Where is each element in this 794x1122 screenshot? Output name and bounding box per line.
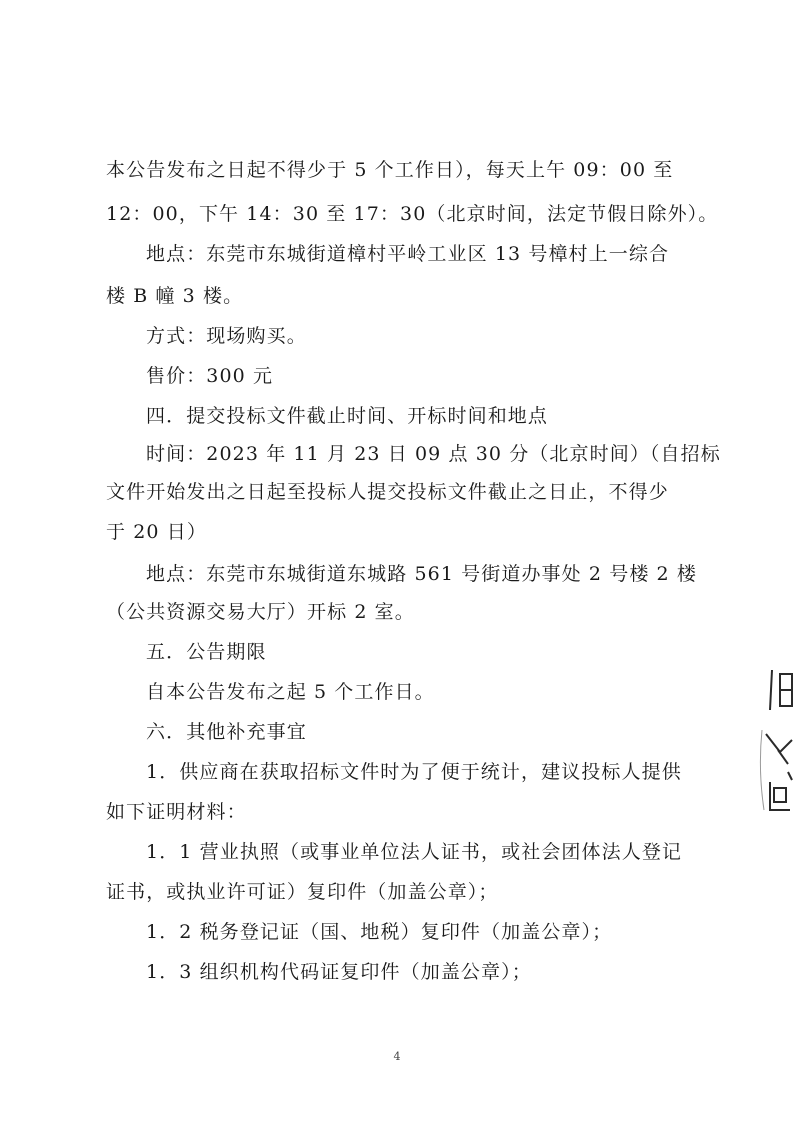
text-line: （公共资源交易大厅）开标 2 室。 [106,601,415,623]
text-line: 本公告发布之日起不得少于 5 个工作日），每天上午 09：00 至 [106,159,674,181]
text-line: 于 20 日） [106,521,207,543]
text-line: 时间：2023 年 11 月 23 日 09 点 30 分（北京时间）（自招标 [146,443,721,465]
text-line: 12：00，下午 14：30 至 17：30（北京时间，法定节假日除外）。 [106,203,719,225]
text-line: 1．供应商在获取招标文件时为了便于统计，建议投标人提供 [146,761,682,783]
text-line: 1．2 税务登记证（国、地税）复印件（加盖公章）； [146,921,613,943]
page-number: 4 [393,1050,401,1063]
text-line: 楼 B 幢 3 楼。 [106,285,244,307]
text-line: 地点：东莞市东城街道樟村平岭工业区 13 号樟村上一综合 [146,243,670,265]
text-line: 1．3 组织机构代码证复印件（加盖公章）； [146,961,532,983]
text-line: 证书，或执业许可证）复印件（加盖公章）； [106,881,499,903]
seal-stamp-icon [758,660,794,830]
text-line: 方式：现场购买。 [146,325,307,347]
text-line: 地点：东莞市东城街道东城路 561 号街道办事处 2 号楼 2 楼 [146,563,697,585]
section-heading: 六．其他补充事宜 [146,721,307,743]
text-line: 自本公告发布之起 5 个工作日。 [146,681,435,703]
text-line: 1．1 营业执照（或事业单位法人证书，或社会团体法人登记 [146,841,683,863]
text-line: 如下证明材料： [106,801,247,823]
section-heading: 五．公告期限 [146,641,267,663]
section-heading: 四．提交投标文件截止时间、开标时间和地点 [146,405,549,427]
seal-stamp-fragment [758,660,794,830]
text-line: 文件开始发出之日起至投标人提交投标文件截止之日止，不得少 [106,481,669,503]
text-line: 售价：300 元 [146,365,274,387]
